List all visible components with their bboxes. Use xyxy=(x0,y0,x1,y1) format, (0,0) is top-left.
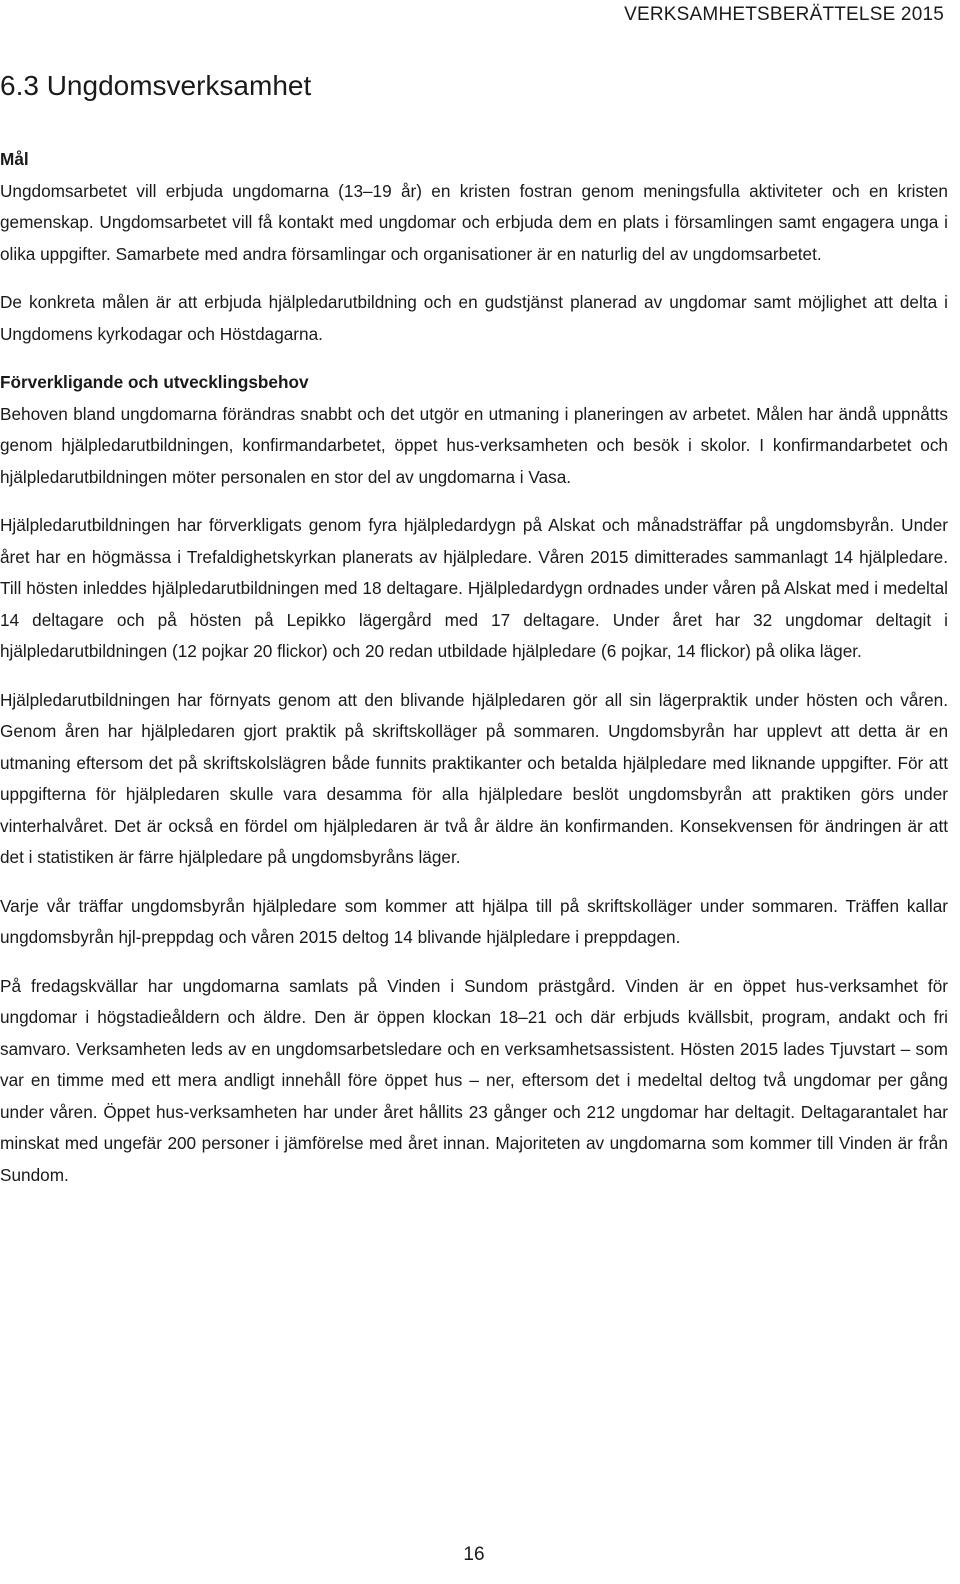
realization-paragraph-2: Hjälpledarutbildningen har förverkligats genom fyra hjälpledardygn på Alskat och månadsträffar på ungdomsbyrån. Under året har en högmässa i Trefaldighetskyrkan planerats av hjälpledare. Våren 2015 dimitterades sammanlagt 14 hjälpledare. Till hösten inleddes hjälpledarutbildningen med 18 deltagare. Hjälpledardygn ordnades under våren på Alskat med i medeltal 14 deltagare och på hösten på Lepikko lägergård med 17 deltagare. Under året har 32 ungdomar deltagit i hjälpledarutbildningen (12 pojkar 20 flickor) och 20 redan utbildade hjälpledare (6 pojkar, 14 flickor) på olika läger. xyxy=(0,515,948,661)
goal-paragraph-1: Ungdomsarbetet vill erbjuda ungdomarna (13–19 år) en kristen fostran genom meningsfulla aktiviteter och en kristen gemenskap. Ungdomsarbetet vill få kontakt med ungdomar och erbjuda dem en plats i församlingen samt engagera unga i olika uppgifter. Samarbete med andra församlingar och organisationer är en naturlig del av ungdomsarbetet. xyxy=(0,180,948,264)
realization-paragraph-5: På fredagskvällar har ungdomarna samlats på Vinden i Sundom prästgård. Vinden är en öppet hus-verksamhet för ungdomar i högstadieåldern och äldre. Den är öppen klockan 18–21 och där erbjuds kvällsbit, program, andakt och fri samvaro. Verksamheten leds av en ungdomsarbetsledare och en verksamhetsassistent. Hösten 2015 lades Tjuvstart – som var en timme med ett mera andligt innehåll före öppet hus – ner, eftersom det i medeltal deltog två ungdomar per gång under våren. Öppet hus-verksamheten har under året hållits 23 gånger och 212 ungdomar har deltagit. Deltagarantalet har minskat med ungefär 200 personer i jämförelse med året innan. Majoriteten av ungdomarna som kommer till Vinden är från Sundom. xyxy=(0,975,948,1185)
document-body xyxy=(0,144,948,1191)
page-number: 16 xyxy=(463,1544,485,1565)
goal-paragraph-2: De konkreta målen är att erbjuda hjälpledarutbildning och en gudstjänst planerad av ungdomar samt möjlighet att delta i Ungdomens kyrkodagar och Höstdagarna. xyxy=(0,292,948,344)
realization-heading: Förverkligande och utvecklingsbehov xyxy=(0,372,309,392)
realization-paragraph-3: Hjälpledarutbildningen har förnyats genom att den blivande hjälpledaren gör all sin lägerpraktik under hösten och våren. Genom åren har hjälpledaren gjort praktik på skriftskolläger på sommaren. Ungdomsbyrån har upplevt att detta är en utmaning eftersom det på skriftskolslägren både funnits praktikanter och betalda hjälpledare med liknande uppgifter. För att uppgifterna för hjälpledaren skulle vara desamma för alla hjälpledare beslöt ungdomsbyrån att praktiken görs under vinterhalvåret. Det är också en fördel om hjälpledaren är två år äldre än konfirmanden. Konsekvensen för ändringen är att det i statistiken är färre hjälpledare på ungdomsbyråns läger. xyxy=(0,689,948,867)
section-title: 6.3 Ungdomsverksamhet xyxy=(0,70,312,101)
running-header: VERKSAMHETSBERÄTTELSE 2015 xyxy=(624,4,944,25)
goal-heading: Mål xyxy=(0,149,29,169)
realization-paragraph-1: Behoven bland ungdomarna förändras snabbt och det utgör en utmaning i planeringen av arbetet. Målen har ändå uppnåtts genom hjälpledarutbildningen, konfirmandarbetet, öppet hus-verksamheten och besök i skolor. I konfirmandarbetet och hjälpledarutbildningen möter personalen en stor del av ungdomarna i Vasa. xyxy=(0,403,948,487)
realization-paragraph-4: Varje vår träffar ungdomsbyrån hjälpledare som kommer att hjälpa till på skriftskolläger under sommaren. Träffen kallar ungdomsbyrån hjl-preppdag och våren 2015 deltog 14 blivande hjälpledare i preppdagen. xyxy=(0,895,948,947)
